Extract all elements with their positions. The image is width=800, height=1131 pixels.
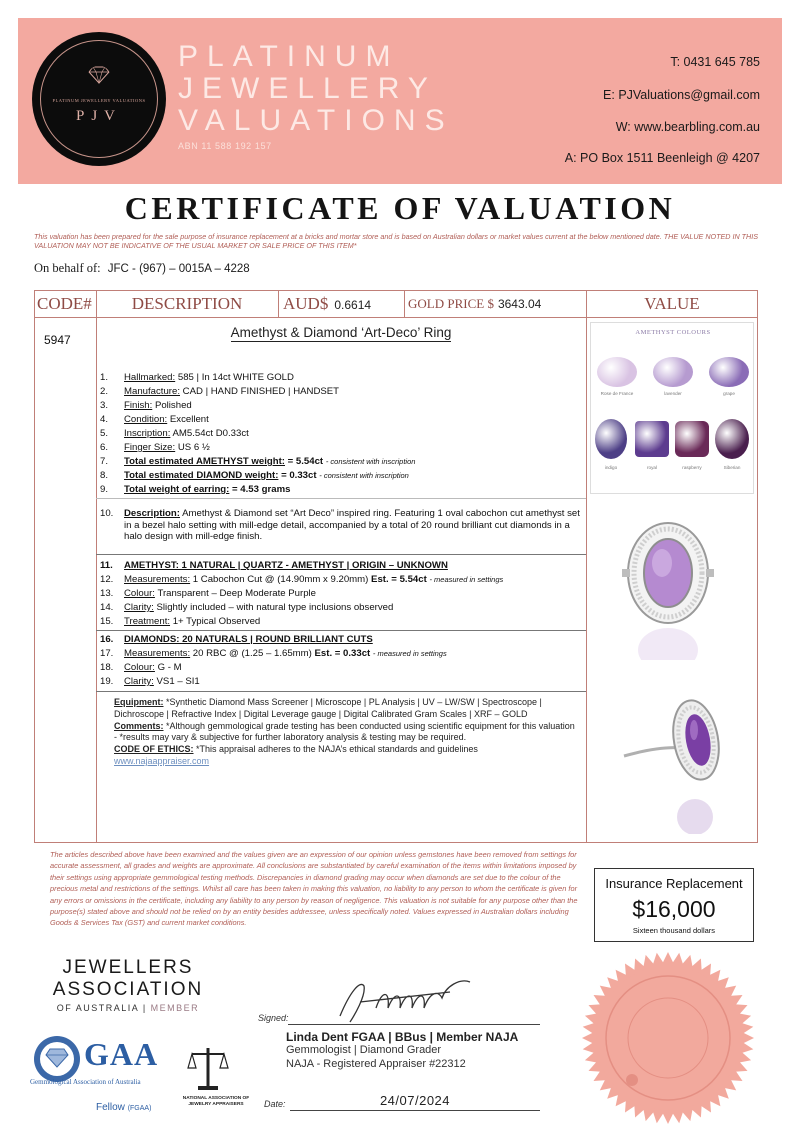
row-divider [96,630,586,631]
pjv-logo [32,32,166,166]
insurance-replacement-box [594,868,754,942]
comments-line: Comments: *Although gemmological grade testing has been conducted using scientific equipment for this valuation - *results may vary & subjective for further laboratory analysis & testing may be required. [114,720,575,743]
brand-line-2: JEWELLERY [178,72,437,105]
valuation-date: 24/07/2024 [379,1093,451,1108]
equipment-line: Equipment: *Synthetic Diamond Mass Screener | Microscope | PL Analysis | UV – LW/SW | Spectroscope | Dichroscope | Refractive Index | Digital Leverage gauge | Digital Calibrated Gram Scales | XRF – GOLD [114,697,542,719]
on-behalf-of [34,261,250,276]
ethics-line: CODE OF ETHICS: *This appraisal adheres to the NAJA’s ethical standards and guidelines [114,744,478,755]
aud-rate: 0.6614 [334,298,372,312]
header-gold-price [404,290,586,318]
gaa-subtitle: Gemmological Association of Australia [30,1078,141,1086]
appraiser-name: Linda Dent FGAA | BBus | Member NAJA [286,1030,519,1044]
swatch-siberian [715,419,749,459]
swatch-grape [709,357,749,387]
address: A: PO Box 1511 Beenleigh @ 4207 [564,151,760,165]
letterhead [18,18,782,184]
row-divider [96,691,586,692]
client-reference: JFC - (967) – 0015A – 4228 [107,263,250,275]
ja-line-2: ASSOCIATION [52,979,204,1000]
logo-monogram: PJV [75,108,122,124]
on-behalf-label: On behalf of: [34,261,101,275]
naja-link-line [114,756,580,768]
ring-reflection [632,620,704,660]
gaa-emblem-icon [34,1036,80,1082]
ring-photo-front [622,515,714,635]
row-divider [96,554,586,555]
naja-name: NATIONAL ASSOCIATION OF JEWELRY APPRAISERS [182,1096,250,1107]
swatch-label: indigo [604,465,618,470]
valuation-disclaimer: This valuation has been prepared for the sale purpose of insurance replacement at a bricks and mortar store and is based on Australian dollars or market values current at the below mentioned date. THE VALUE NOTED IN THIS VALUATION MAY NOT BE INDICATIVE OF THE USUAL MARKET OR SALE PRICE OF THIS ITEM* [34,232,759,250]
diamond-icon [45,1048,69,1068]
appraiser-registration: NAJA - Registered Appraiser #22312 [286,1058,466,1070]
brand-line-1: PLATINUM [178,40,400,73]
header-aud [278,290,404,318]
phone: T: 0431 645 785 [670,55,760,69]
item-title: Amethyst & Diamond ‘Art-Deco’ Ring [230,325,452,340]
swatch-label: Siberian [723,465,741,470]
colours-title: AMETHYST COLOURS [635,329,711,336]
swatch-label: grape [723,391,735,396]
date-line [290,1110,540,1111]
gaa-fellow: Fellow (FGAA) [96,1102,152,1113]
swatch-label: Rose de France [600,391,634,396]
swatch-label: royal [647,465,657,470]
certificate-title: CERTIFICATE OF VALUATION [124,190,676,226]
swatch-royal [635,421,669,457]
email: E: PJValuations@gmail.com [603,88,760,102]
swatch-label: raspberry [682,465,702,470]
row-divider [96,498,586,499]
website: W: www.bearbling.com.au [615,120,760,134]
equipment-notes [114,697,580,768]
header-description: DESCRIPTION [96,290,278,318]
logo-ring-text: PLATINUM JEWELLERY VALUATIONS [52,98,146,103]
gold-label: GOLD PRICE $ [408,296,494,311]
swatch-raspberry [675,421,709,457]
appraiser-role: Gemmologist | Diamond Grader [286,1044,442,1056]
signature-mark [330,972,490,1028]
diamond-icon [88,66,110,84]
brand-line-3: VALUATIONS [178,104,454,137]
signed-label: Signed: [258,1013,289,1023]
naja-link[interactable]: www.najaappraiser.com [114,755,210,766]
swatch-label: lavender [664,391,682,396]
ja-line-1: JEWELLERS [62,957,194,978]
insurance-label: Insurance Replacement [605,876,743,891]
table-divider [586,290,587,843]
amethyst-colours-chart [590,322,754,494]
scales-icon [186,1044,230,1092]
insurance-value-words: Sixteen thousand dollars [632,926,716,935]
table-divider [96,290,97,843]
abn-number: ABN 11 588 192 157 [178,141,272,151]
insurance-value: $16,000 [632,896,716,922]
embossed-seal [580,950,756,1126]
signature-line [288,1024,540,1025]
item-code: 5947 [44,333,71,347]
swatch-indigo [595,419,627,459]
header-code: CODE# [34,290,96,318]
gaa-wordmark: GAA [84,1036,159,1072]
ja-line-3: OF AUSTRALIA | MEMBER [56,1003,200,1013]
aud-label: AUD$ [283,294,329,313]
gold-price: 3643.04 [497,297,542,311]
terms-and-conditions: The articles described above have been examined and the values given are an expression of our opinion unless gemstones have been removed from settings for accurate assessment, all grades and weights are approximate. All conclusions are substantiated by careful examination of the items within limitations imposed by their settings using appropriate gemmological testing methods. Discrepancies in diamond grading may occur when diamonds are set due to the colour of the precious metal and restrictions of the settings. Whilst all care has been taken in making this valuation, no liability to any person to whom the certificate is given for any errors or omissions in the certificate, including any liability to any person by reason of negligence. This valuation is not suitable for any purpose other than the purpose(s) stated above and should not be relied on by an entity besides addressee, unless specifically noted. Values expressed in Australian dollars including Goods & Services Tax (GST) and current market conditions. [50,850,578,928]
ring-reflection [670,792,720,834]
swatch-lavender [653,357,693,387]
date-label: Date: [264,1099,286,1109]
swatch-rose-de-france [597,357,637,387]
header-value: VALUE [586,290,758,318]
